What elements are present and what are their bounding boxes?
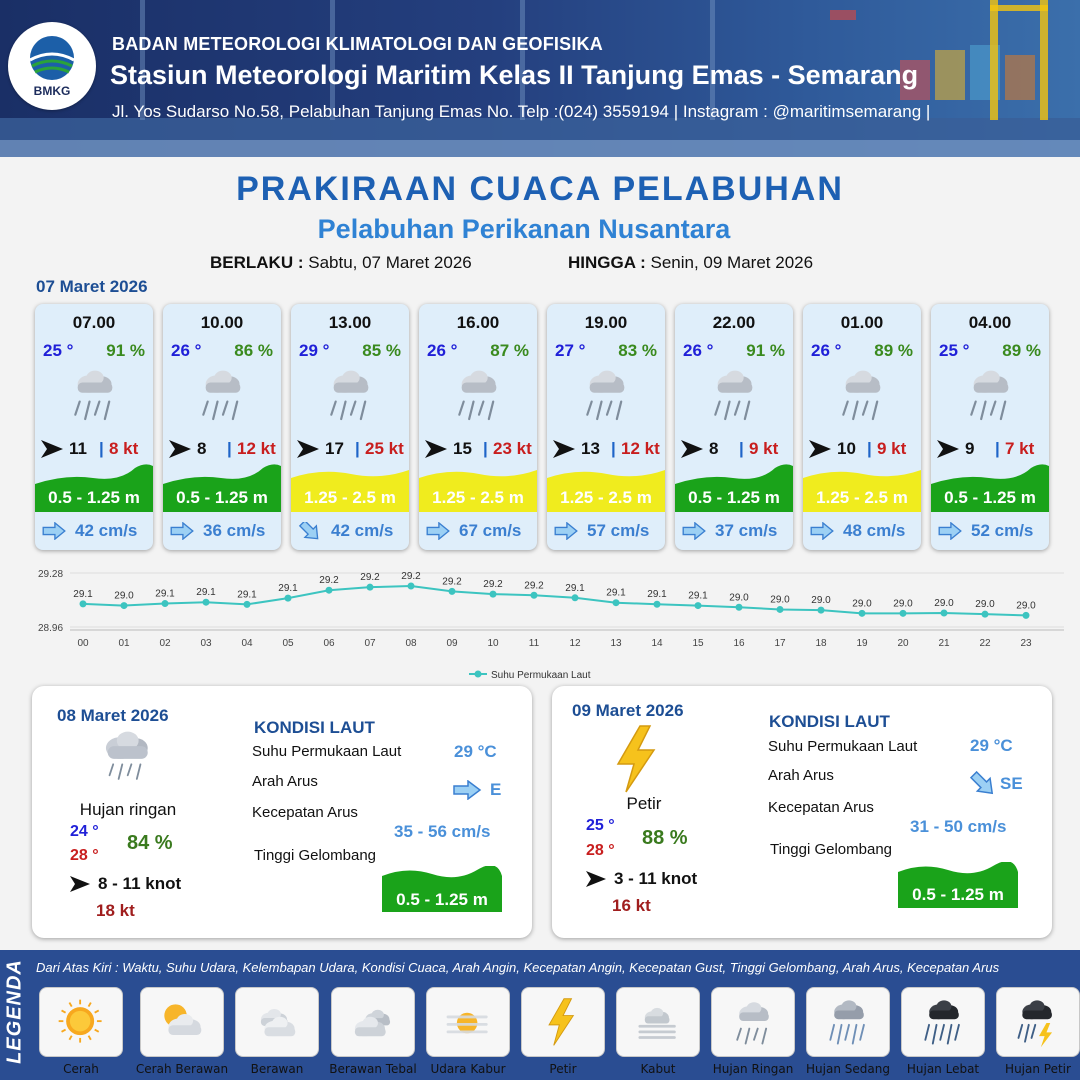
chart-x-tick-label: 13 <box>610 638 622 649</box>
slot-air-temp: 26 ° <box>171 341 202 360</box>
chart-data-point <box>982 611 989 618</box>
day3-temp-min: 25 ° <box>586 817 615 834</box>
overcast-icon <box>344 995 404 1051</box>
legend-item <box>616 987 700 1076</box>
slot-air-temp: 25 ° <box>939 341 970 360</box>
slot-wind-speed: 17 <box>325 439 344 458</box>
sunny-icon <box>52 995 112 1051</box>
chart-data-point <box>900 610 907 617</box>
day2-current-speed-label: Kecepatan Arus <box>252 804 358 821</box>
chart-x-tick-label: 11 <box>528 638 540 649</box>
partly-cloudy-icon <box>153 995 213 1051</box>
chart-data-point <box>1023 612 1030 619</box>
chart-x-tick-label: 04 <box>241 638 253 649</box>
legend-item <box>329 987 417 1076</box>
slot-separator: | <box>227 439 232 458</box>
slot-wind-speed: 11 <box>69 439 87 458</box>
chart-data-point <box>367 584 374 591</box>
legend-item <box>901 987 985 1076</box>
slot-wind <box>809 438 917 460</box>
chart-data-label: 29.2 <box>442 576 462 588</box>
thunder-icon <box>534 995 594 1051</box>
chart-data-label: 29.1 <box>606 587 626 599</box>
chart-data-label: 29.1 <box>196 587 216 599</box>
station-address: Jl. Yos Sudarso No.58, Pelabuhan Tanjung Emas No. Telp :(024) 3559194 | Instagram : @maritimsemarang | <box>112 102 931 121</box>
slot-air-temp: 25 ° <box>43 341 74 360</box>
legend-item-label: Hujan Ringan <box>712 1062 794 1076</box>
validity-to <box>568 253 813 273</box>
slot-current-speed: 67 cm/s <box>459 521 522 540</box>
chart-data-label: 29.0 <box>770 594 790 606</box>
slot-humidity: 89 % <box>1002 341 1041 360</box>
legend-icon-box <box>996 987 1080 1057</box>
day3-condition: Petir <box>626 794 662 813</box>
wind-arrow-east-icon <box>937 440 959 458</box>
slot-humidity: 86 % <box>234 341 273 360</box>
chart-data-point <box>121 602 128 609</box>
day3-current-speed-label: Kecepatan Arus <box>768 799 874 816</box>
hourly-card <box>419 304 537 550</box>
chart-data-label: 29.1 <box>647 589 667 601</box>
day2-temp-max: 28 ° <box>70 847 99 864</box>
day2-humidity: 84 % <box>127 832 173 854</box>
chart-x-tick-label: 22 <box>979 638 991 649</box>
day2-current-dir-label: Arah Arus <box>252 773 318 790</box>
legend-icon-box <box>140 987 224 1057</box>
hourly-card <box>931 304 1049 550</box>
chart-x-tick-label: 09 <box>446 638 458 649</box>
light-rain-icon <box>316 362 386 428</box>
slot-separator: | <box>739 439 744 458</box>
slot-current-speed: 52 cm/s <box>971 521 1034 540</box>
legend-description: Dari Atas Kiri : Waktu, Suhu Udara, Kelembapan Udara, Kondisi Cuaca, Arah Angin, Kecepatan Angin, Kecepatan Gust, Tinggi Gelombang, Arah Arus, Kecepatan Arus <box>36 960 1000 975</box>
current-arrow-southeast-icon <box>297 522 323 540</box>
light-rain-icon <box>828 362 898 428</box>
moderate-rain-icon <box>819 995 879 1051</box>
chart-data-label: 29.0 <box>114 590 134 602</box>
chart-x-tick-label: 19 <box>856 638 868 649</box>
chart-data-label: 29.1 <box>155 588 175 600</box>
legend-item <box>806 987 890 1076</box>
wind-arrow-icon <box>586 871 606 887</box>
legend-icon-box <box>806 987 890 1057</box>
sea-surface-temperature-chart <box>0 560 1080 685</box>
chart-x-tick-label: 17 <box>774 638 786 649</box>
page-subtitle: Pelabuhan Perikanan Nusantara <box>317 214 731 244</box>
slot-air-temp: 26 ° <box>427 341 458 360</box>
day3-panel <box>552 686 1052 938</box>
chart-data-label: 29.0 <box>975 599 995 611</box>
chart-data-label: 29.1 <box>688 590 708 602</box>
validity-from-label: BERLAKU : <box>210 253 304 272</box>
legend-icon-box <box>711 987 795 1057</box>
slot-wind <box>425 438 533 460</box>
legend-icon-box <box>901 987 985 1057</box>
legend-item-label: Hujan Petir <box>1005 1062 1071 1076</box>
slot-separator: | <box>867 439 872 458</box>
light-rain-icon <box>572 362 642 428</box>
chart-data-label: 29.1 <box>73 588 93 600</box>
current-arrow-east-icon <box>937 522 963 540</box>
bmkg-logo <box>8 22 96 110</box>
chart-x-tick-label: 03 <box>200 638 212 649</box>
slot-current <box>809 519 917 543</box>
chart-data-point <box>941 609 948 616</box>
slot-separator: | <box>611 439 616 458</box>
chart-data-point <box>449 588 456 595</box>
slot-air-temp: 29 ° <box>299 341 330 360</box>
chart-data-label: 29.2 <box>401 570 421 582</box>
chart-data-label: 29.1 <box>565 582 585 594</box>
slot-wave-height: 1.25 - 2.5 m <box>432 488 524 507</box>
chart-data-point <box>654 601 661 608</box>
wind-arrow-east-icon <box>169 440 191 458</box>
chart-data-label: 29.1 <box>237 589 257 601</box>
cloudy-icon <box>248 995 308 1051</box>
day3-current-speed-value: 31 - 50 cm/s <box>910 817 1007 836</box>
day2-condition: Hujan ringan <box>79 800 177 819</box>
slot-time: 04.00 <box>968 313 1012 332</box>
current-arrow-east-icon <box>425 522 451 540</box>
wind-arrow-east-icon <box>553 440 575 458</box>
slot-wind <box>297 438 405 460</box>
current-arrow-east-icon <box>809 522 835 540</box>
day2-gust: 18 kt <box>96 901 135 920</box>
legend-item <box>711 987 795 1076</box>
day2-current-speed-value: 35 - 56 cm/s <box>394 822 491 841</box>
chart-data-point <box>408 582 415 589</box>
slot-current <box>425 519 533 543</box>
legend-item-label: Cerah Berawan <box>135 1062 229 1076</box>
slot-current-speed: 42 cm/s <box>331 521 394 540</box>
validity-from-value: Sabtu, 07 Maret 2026 <box>308 253 472 272</box>
slot-time: 22.00 <box>712 313 756 332</box>
slot-wind-speed: 13 <box>581 439 600 458</box>
page-title: PRAKIRAAN CUACA PELABUHAN <box>236 170 844 208</box>
day3-date: 09 Maret 2026 <box>572 701 684 720</box>
day2-current-dir-value: E <box>490 780 502 799</box>
chart-data-label: 29.1 <box>278 583 298 595</box>
legend-item-label: Cerah <box>63 1062 99 1076</box>
slot-gust: 8 kt <box>109 439 139 458</box>
chart-x-tick-label: 20 <box>897 638 909 649</box>
light-rain-icon <box>700 362 770 428</box>
slot-wave-height: 0.5 - 1.25 m <box>944 488 1036 507</box>
legend-icon-box <box>521 987 605 1057</box>
legend-item-label: Petir <box>549 1062 577 1076</box>
chart-x-tick-label: 18 <box>815 638 827 649</box>
slot-wind-speed: 8 <box>197 439 207 458</box>
chart-x-tick-label: 23 <box>1020 638 1032 649</box>
slot-air-temp: 27 ° <box>555 341 586 360</box>
chart-data-label: 29.0 <box>852 598 872 610</box>
slot-wave-height: 0.5 - 1.25 m <box>48 488 140 507</box>
slot-time: 07.00 <box>72 313 116 332</box>
org-name: BADAN METEOROLOGI KLIMATOLOGI DAN GEOFISIKA <box>112 34 603 54</box>
chart-y-tick-label: 28.96 <box>38 623 64 634</box>
wind-arrow-east-icon <box>681 440 703 458</box>
slot-time: 01.00 <box>840 313 884 332</box>
day3-gust: 16 kt <box>612 896 651 915</box>
legend-item <box>426 987 510 1076</box>
day2-temp-min: 24 ° <box>70 823 99 840</box>
legend <box>0 950 1080 1080</box>
slot-current <box>169 519 277 543</box>
day3-kondisi-laut-title: KONDISI LAUT <box>769 712 890 731</box>
legend-icon-box <box>235 987 319 1057</box>
heavy-rain-icon <box>914 995 974 1051</box>
chart-data-label: 29.2 <box>524 580 544 592</box>
slot-current-speed: 57 cm/s <box>587 521 650 540</box>
slot-separator: | <box>995 439 1000 458</box>
chart-data-point <box>490 591 497 598</box>
chart-data-label: 29.0 <box>811 595 831 607</box>
slot-current-speed: 36 cm/s <box>203 521 266 540</box>
slot-current <box>553 519 661 543</box>
chart-series-line <box>83 586 1026 615</box>
slot-humidity: 87 % <box>490 341 529 360</box>
chart-x-tick-label: 02 <box>159 638 171 649</box>
chart-x-tick-label: 06 <box>323 638 335 649</box>
day3-wave-value: 0.5 - 1.25 m <box>912 885 1004 904</box>
day2-date: 08 Maret 2026 <box>57 706 169 725</box>
legend-item-label: Berawan Tebal <box>329 1062 417 1076</box>
slot-humidity: 91 % <box>746 341 785 360</box>
legend-item <box>39 987 123 1076</box>
hourly-card <box>163 304 281 550</box>
chart-data-point <box>736 604 743 611</box>
wind-arrow-icon <box>70 876 90 892</box>
slot-wave-height: 1.25 - 2.5 m <box>816 488 908 507</box>
slot-current-speed: 42 cm/s <box>75 521 138 540</box>
day1-date: 07 Maret 2026 <box>36 277 148 296</box>
wind-arrow-east-icon <box>425 440 447 458</box>
day2-wave-label: Tinggi Gelombang <box>254 847 377 864</box>
day3-current-dir-value: SE <box>1000 774 1023 793</box>
light-rain-icon <box>444 362 514 428</box>
thunder-icon <box>610 724 664 794</box>
legend-item-label: Hujan Lebat <box>906 1062 980 1076</box>
legend-item <box>235 987 319 1076</box>
validity-to-label: HINGGA : <box>568 253 646 272</box>
station-name: Stasiun Meteorologi Maritim Kelas II Tanjung Emas - Semarang <box>110 60 919 90</box>
chart-data-label: 29.0 <box>934 597 954 609</box>
slot-time: 16.00 <box>456 313 500 332</box>
slot-gust: 9 kt <box>749 439 779 458</box>
slot-humidity: 85 % <box>362 341 401 360</box>
day3-wave-label: Tinggi Gelombang <box>770 841 893 858</box>
current-arrow-east-icon <box>681 522 707 540</box>
day2-panel <box>32 686 532 938</box>
haze-icon <box>439 995 499 1051</box>
chart-x-tick-label: 16 <box>733 638 745 649</box>
slot-wind <box>681 438 789 460</box>
slot-gust: 12 kt <box>621 439 660 458</box>
day2-wind-speed: 8 - 11 knot <box>98 874 182 893</box>
validity-to-value: Senin, 09 Maret 2026 <box>650 253 814 272</box>
legend-icon-box <box>39 987 123 1057</box>
day2-sst-label: Suhu Permukaan Laut <box>252 743 402 760</box>
legend-item-label: Udara Kabur <box>430 1062 506 1076</box>
current-arrow-east-icon <box>553 522 579 540</box>
slot-current <box>297 519 405 543</box>
day2-sst-value: 29 °C <box>454 742 497 761</box>
hourly-card <box>291 304 409 550</box>
chart-data-point <box>695 602 702 609</box>
chart-data-point <box>859 610 866 617</box>
legend-icon-box <box>426 987 510 1057</box>
chart-x-tick-label: 21 <box>938 638 950 649</box>
chart-data-point <box>244 601 251 608</box>
legend-item-label: Kabut <box>640 1062 676 1076</box>
chart-legend-marker <box>475 671 482 678</box>
slot-gust: 12 kt <box>237 439 276 458</box>
current-arrow-east-icon <box>452 780 482 800</box>
legend-title: LEGENDA <box>3 959 26 1064</box>
chart-data-point <box>531 592 538 599</box>
slot-wind-speed: 10 <box>837 439 856 458</box>
slot-wind-speed: 15 <box>453 439 472 458</box>
chart-x-tick-label: 10 <box>487 638 499 649</box>
legend-item-label: Berawan <box>250 1062 304 1076</box>
current-arrow-east-icon <box>169 522 195 540</box>
slot-separator: | <box>355 439 360 458</box>
legend-icon-box <box>331 987 415 1057</box>
slot-air-temp: 26 ° <box>811 341 842 360</box>
slot-humidity: 83 % <box>618 341 657 360</box>
chart-y-tick-label: 29.28 <box>38 569 64 580</box>
chart-data-point <box>326 587 333 594</box>
slot-wave-height: 0.5 - 1.25 m <box>176 488 268 507</box>
chart-x-tick-label: 07 <box>364 638 376 649</box>
chart-data-label: 29.0 <box>1016 600 1036 612</box>
validity-from <box>210 253 472 273</box>
slot-current-speed: 48 cm/s <box>843 521 906 540</box>
chart-x-tick-label: 12 <box>569 638 581 649</box>
chart-data-point <box>285 595 292 602</box>
slot-current <box>681 519 789 543</box>
slot-wave-height: 1.25 - 2.5 m <box>560 488 652 507</box>
slot-time: 19.00 <box>584 313 628 332</box>
legend-item <box>521 987 605 1076</box>
day3-sst-value: 29 °C <box>970 736 1013 755</box>
day2-wave-value: 0.5 - 1.25 m <box>396 890 488 909</box>
day3-humidity: 88 % <box>642 827 688 849</box>
slot-wind <box>553 438 661 460</box>
logo-text: BMKG <box>33 84 71 98</box>
slot-current-speed: 37 cm/s <box>715 521 778 540</box>
slot-current <box>41 519 149 543</box>
day3-temp-max: 28 ° <box>586 842 615 859</box>
wind-arrow-east-icon <box>809 440 831 458</box>
current-arrow-southeast-icon <box>968 770 998 798</box>
chart-x-tick-label: 05 <box>282 638 294 649</box>
chart-data-point <box>162 600 169 607</box>
legend-side-label <box>0 950 30 1080</box>
hourly-card <box>803 304 921 550</box>
slot-humidity: 91 % <box>106 341 145 360</box>
chart-x-tick-label: 15 <box>692 638 704 649</box>
hourly-card <box>547 304 665 550</box>
wind-arrow-east-icon <box>41 440 63 458</box>
chart-x-tick-label: 00 <box>77 638 89 649</box>
slot-humidity: 89 % <box>874 341 913 360</box>
legend-item <box>996 987 1080 1076</box>
hourly-card <box>675 304 793 550</box>
current-arrow-east-icon <box>41 522 67 540</box>
light-rain-icon <box>92 728 158 788</box>
thunderstorm-icon <box>1009 995 1069 1051</box>
chart-data-label: 29.2 <box>360 572 380 584</box>
day3-current-dir-label: Arah Arus <box>768 767 834 784</box>
slot-separator: | <box>483 439 488 458</box>
day3-sst-label: Suhu Permukaan Laut <box>768 738 918 755</box>
chart-data-label: 29.2 <box>319 575 339 587</box>
chart-legend-label: Suhu Permukaan Laut <box>491 670 591 681</box>
slot-wind <box>169 438 277 460</box>
slot-time: 10.00 <box>200 313 244 332</box>
slot-gust: 7 kt <box>1005 439 1035 458</box>
light-rain-icon <box>188 362 258 428</box>
chart-data-point <box>818 607 825 614</box>
chart-data-point <box>572 594 579 601</box>
chart-data-label: 29.0 <box>893 598 913 610</box>
chart-x-tick-label: 08 <box>405 638 417 649</box>
chart-data-point <box>613 599 620 606</box>
slot-gust: 9 kt <box>877 439 907 458</box>
slot-wave-height: 0.5 - 1.25 m <box>688 488 780 507</box>
slot-air-temp: 26 ° <box>683 341 714 360</box>
header-banner <box>0 0 1080 157</box>
day2-kondisi-laut-title: KONDISI LAUT <box>254 718 375 737</box>
chart-data-point <box>777 606 784 613</box>
chart-data-label: 29.2 <box>483 579 503 591</box>
hourly-card <box>35 304 153 550</box>
wind-arrow-east-icon <box>297 440 319 458</box>
chart-data-point <box>80 600 87 607</box>
slot-separator: | <box>99 439 104 458</box>
chart-x-tick-label: 01 <box>118 638 130 649</box>
chart-x-tick-label: 14 <box>651 638 663 649</box>
day3-wind-speed: 3 - 11 knot <box>614 869 698 888</box>
slot-wind-speed: 9 <box>965 439 975 458</box>
light-rain-icon <box>724 995 784 1051</box>
slot-wave-height: 1.25 - 2.5 m <box>304 488 396 507</box>
light-rain-icon <box>956 362 1026 428</box>
slot-gust: 23 kt <box>493 439 532 458</box>
legend-item <box>135 987 229 1076</box>
chart-data-point <box>203 599 210 606</box>
slot-time: 13.00 <box>328 313 372 332</box>
slot-wind <box>937 438 1045 460</box>
slot-current <box>937 519 1045 543</box>
slot-wind-speed: 8 <box>709 439 719 458</box>
legend-item-label: Hujan Sedang <box>806 1062 890 1076</box>
light-rain-icon <box>60 362 130 428</box>
chart-data-label: 29.0 <box>729 592 749 604</box>
slot-wind <box>41 438 149 460</box>
fog-icon <box>629 995 689 1051</box>
legend-icon-box <box>616 987 700 1057</box>
slot-gust: 25 kt <box>365 439 404 458</box>
